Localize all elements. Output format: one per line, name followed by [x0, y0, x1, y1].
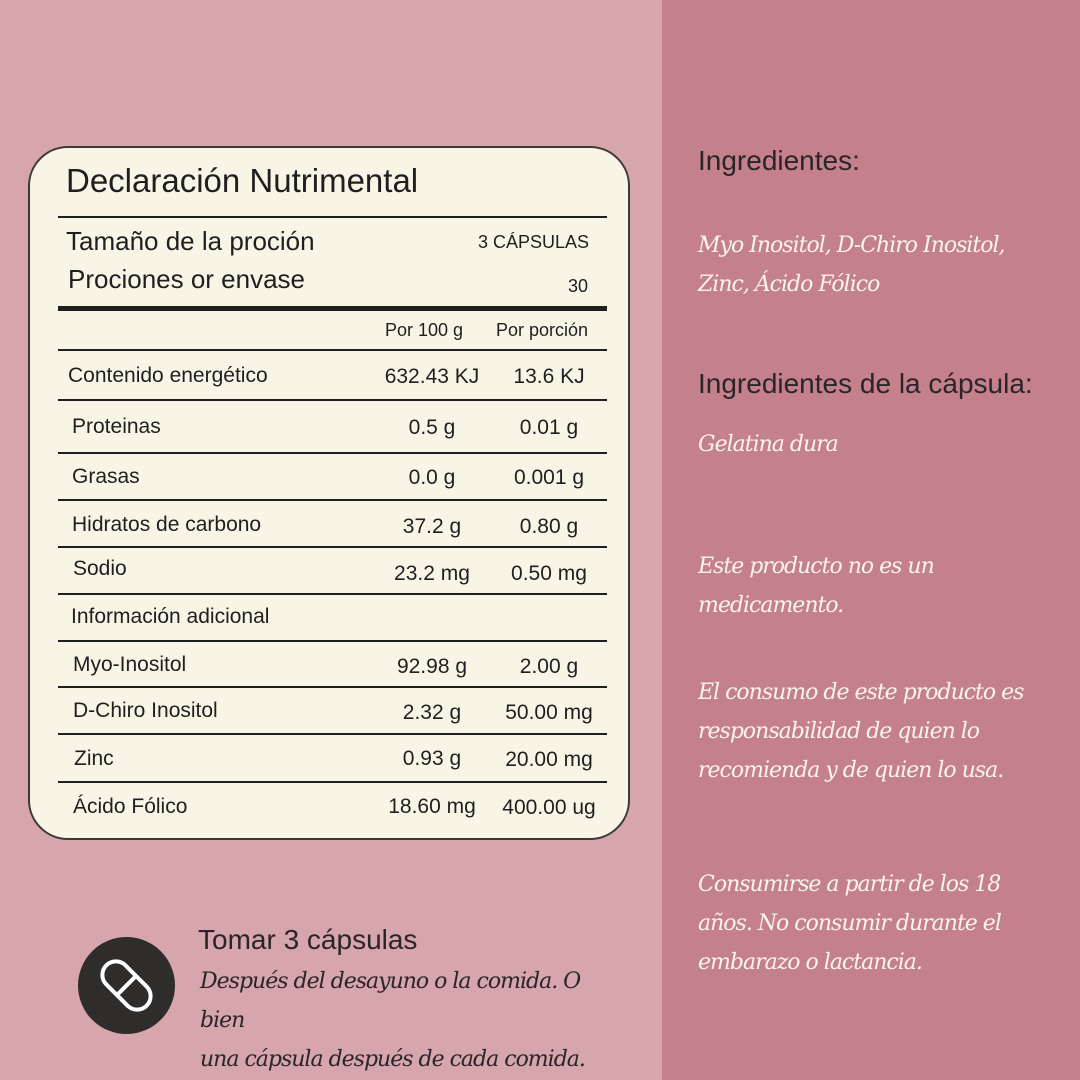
ingredients-line: Myo Inositol, D-Chiro Inositol, [698, 233, 1005, 258]
note-line: Consumirse a partir de los 18 [698, 872, 1001, 897]
col-perserving-header: Por porción [496, 320, 589, 340]
row-name: Myo-Inositol [73, 653, 187, 676]
row-per100: 0.0 g [408, 466, 456, 489]
not-medicine-note [698, 547, 1028, 625]
divider [58, 499, 607, 501]
col-per100-header: Por 100 g [385, 320, 464, 340]
row-perserving: 13.6 KJ [513, 365, 585, 388]
additional-info-header: Información adicional [71, 605, 270, 628]
divider [58, 733, 607, 735]
note-line: medicamento. [698, 593, 844, 618]
row-per100: 18.60 mg [388, 795, 476, 818]
row-per100: 0.93 g [402, 747, 462, 770]
ingredients-line: Zinc, Ácido Fólico [698, 272, 880, 297]
servings-label: Prociones or envase [68, 264, 306, 294]
dosage-instructions [200, 962, 620, 1079]
responsibility-note [698, 673, 1028, 790]
note-line: recomienda y de quien lo usa. [698, 758, 1004, 783]
capsule-ingredients-title: Ingredientes de la cápsula: [698, 368, 1033, 399]
divider [58, 686, 607, 688]
label-title: Declaración Nutrimental [66, 162, 419, 199]
serving-size-label: Tamaño de la proción [66, 226, 315, 256]
capsule-icon [78, 937, 175, 1034]
nutrition-label-card [28, 146, 630, 840]
row-name: Hidratos de carbono [72, 513, 262, 536]
row-name: Sodio [73, 557, 127, 580]
note-line: El consumo de este producto es [698, 680, 1024, 705]
row-perserving: 0.50 mg [511, 562, 587, 585]
age-warning-note [698, 865, 1028, 982]
row-perserving: 2.00 g [519, 655, 579, 678]
note-line: responsabilidad de quien lo [698, 719, 980, 744]
row-per100: 23.2 mg [394, 562, 470, 585]
divider [58, 399, 607, 401]
divider [58, 593, 607, 595]
servings-value: 30 [568, 276, 589, 296]
divider [58, 546, 607, 548]
row-name: D-Chiro Inositol [73, 699, 218, 722]
row-perserving: 20.00 mg [505, 748, 593, 771]
dosage-line: una cápsula después de cada comida. [200, 1047, 585, 1072]
serving-size-value: 3 CÁPSULAS [478, 232, 590, 252]
note-line: años. No consumir durante el [698, 911, 1001, 936]
divider [58, 452, 607, 454]
dosage-line: Después del desayuno o la comida. O bien [200, 969, 581, 1033]
row-per100: 2.32 g [402, 701, 462, 724]
divider [58, 216, 607, 218]
row-perserving: 0.001 g [513, 466, 585, 489]
ingredients-title: Ingredientes: [698, 145, 860, 176]
row-name: Contenido energético [68, 364, 268, 387]
row-perserving: 50.00 mg [505, 701, 593, 724]
divider-thick [58, 306, 607, 311]
divider [58, 349, 607, 351]
divider [58, 640, 607, 642]
row-name: Ácido Fólico [73, 795, 188, 818]
row-name: Zinc [74, 747, 114, 770]
row-perserving: 0.80 g [519, 515, 579, 538]
note-line: embarazo o lactancia. [698, 950, 922, 975]
row-name: Proteinas [72, 415, 161, 438]
ingredients-text [698, 226, 1028, 304]
note-line: Este producto no es un [698, 554, 934, 579]
row-per100: 37.2 g [402, 515, 462, 538]
row-per100: 632.43 KJ [384, 365, 480, 388]
row-perserving: 0.01 g [519, 416, 579, 439]
row-name: Grasas [72, 465, 140, 488]
capsule-ingredients-text: Gelatina dura [698, 432, 838, 457]
row-per100: 92.98 g [396, 655, 468, 678]
row-perserving: 400.00 ug [502, 796, 596, 819]
divider [58, 781, 607, 783]
row-per100: 0.5 g [408, 416, 456, 439]
dosage-title: Tomar 3 cápsulas [198, 924, 418, 955]
